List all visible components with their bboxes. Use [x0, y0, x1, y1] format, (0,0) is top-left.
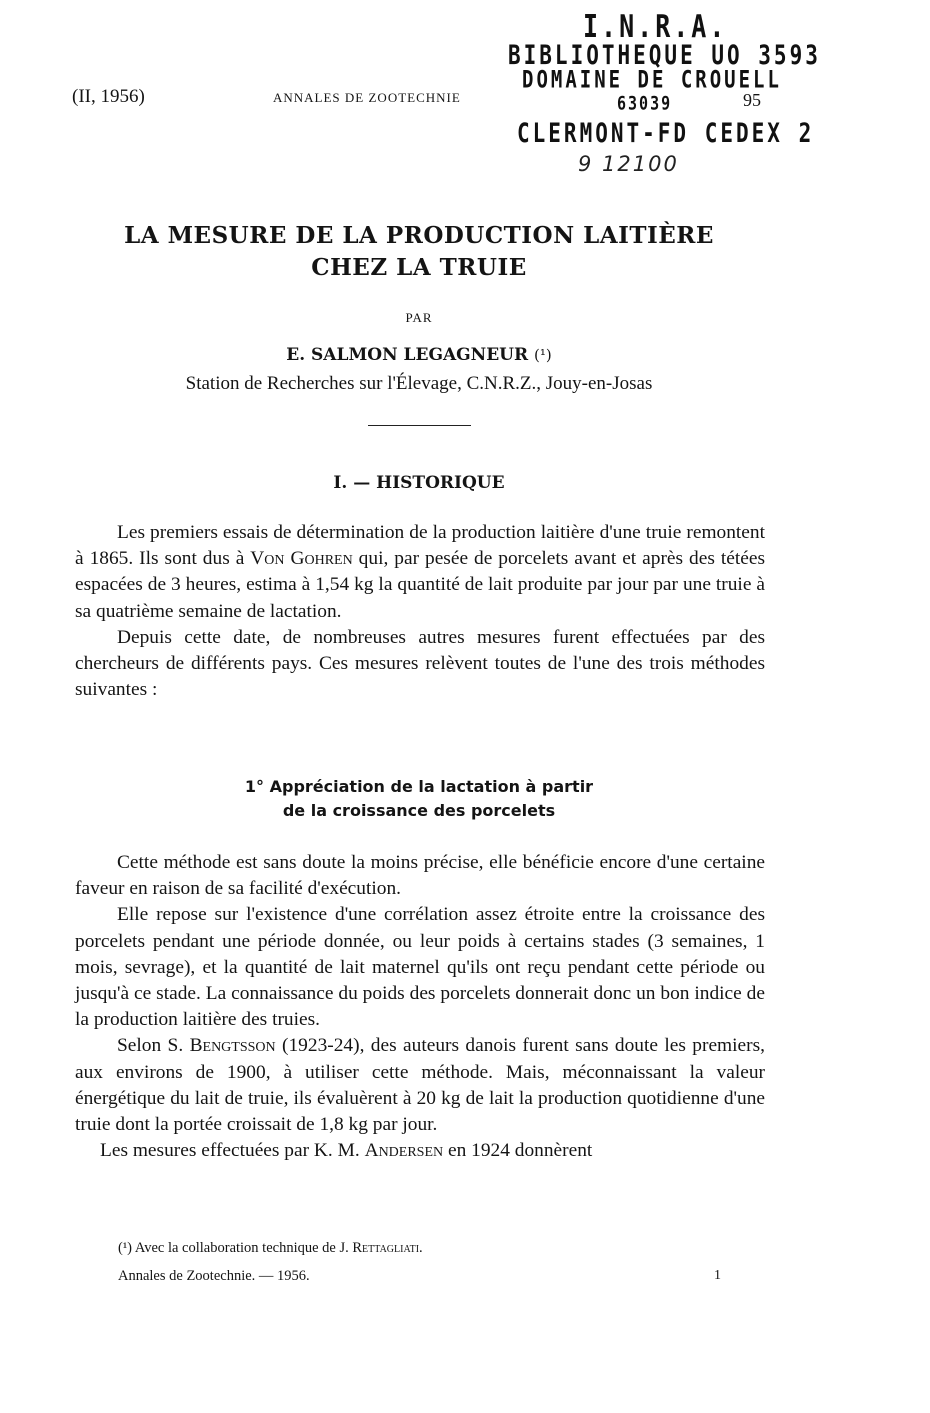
footer-journal: Annales de Zootechnie. — 1956. [118, 1268, 310, 1284]
stamp-postal-code: 63039 [617, 92, 673, 115]
author-reference: Andersen [364, 1140, 444, 1162]
header-volume: (II, 1956) [72, 86, 145, 107]
author-name: E. SALMON LEGAGNEUR [286, 345, 529, 365]
footnote: (¹) Avec la collaboration technique de J. Rettagliati. [118, 1240, 423, 1256]
paragraph: Les mesures effectuées par K. M. Andersen en 1924 donnèrent [100, 1140, 593, 1162]
author-reference: Von Gohren [250, 548, 353, 570]
header-journal: ANNALES DE ZOOTECHNIE [273, 90, 461, 105]
signature-mark: 1 [714, 1268, 721, 1283]
title-divider [368, 425, 471, 426]
subsection-heading-line-2: de la croissance des porcelets [282, 801, 556, 820]
affiliation: Station de Recherches sur l'Élevage, C.N.R.Z., Jouy-en-Josas [185, 373, 653, 394]
paragraph: Cette méthode est sans doute la moins précise, elle bénéficie encore d'une certaine faveur en raison de sa facilité d'exécution. [75, 852, 765, 900]
paragraph: Depuis cette date, de nombreuses autres mesures furent effectuées par des chercheurs de différents pays. Ces mesures relèvent toutes de l'une des trois méthodes suivantes : [75, 626, 765, 701]
title-line-2: CHEZ LA TRUIE [311, 254, 527, 281]
byline-author-line [0, 345, 838, 365]
byline-par: PAR [405, 310, 433, 325]
author-reference: Bengtsson [189, 1035, 276, 1057]
stamp-clermont: CLERMONT-FD CEDEX 2 [517, 118, 815, 148]
page-number: 95 [743, 90, 761, 110]
subsection-heading [0, 775, 838, 823]
stamp-domaine: DOMAINE DE CROUELL [522, 66, 782, 94]
stamp-inra: I.N.R.A. [583, 8, 728, 45]
author-reference: Rettagliati [352, 1240, 420, 1256]
author-footnote-marker: (¹) [534, 346, 552, 364]
paragraph: Elle repose sur l'existence d'une corrélation assez étroite entre la croissance des porcelets pendant une période donnée, ou leur poids à certains stades (3 semaines, 1 mois, sevrage), et la quantité de lait maternel qu'ils ont reçu pendant cette période ou jusqu'à ce stade. La connaissance du poids des porcelets donnerait donc un bon indice de la production laitière des truies. [75, 904, 765, 1031]
subsection-heading-line-1: 1° Appréciation de la lactation à partir [244, 777, 594, 796]
section-heading: I. — HISTORIQUE [333, 473, 505, 493]
stamp-handwritten-number: 9 12100 [578, 152, 679, 176]
title-line-1: LA MESURE DE LA PRODUCTION LAITIÈRE [124, 222, 714, 249]
section1-body [75, 520, 765, 703]
subsection1-body [75, 850, 765, 1164]
stamp-bibliotheque: BIBLIOTHEQUE UO 3593 [508, 40, 821, 70]
paragraph: Selon S. Bengtsson (1923-24), des auteurs danois furent sans doute les premiers, aux environs de 1900, à utiliser cette méthode. Mais, méconnaissant la valeur énergétique du lait de truie, ils évaluèrent à 20 kg de lait la production quotidienne d'une truie dont la portée croissait de 1,8 kg par jour. [75, 1035, 765, 1136]
paragraph: Les premiers essais de détermination de la production laitière d'une truie remontent à 1865. Ils sont dus à Von Gohren qui, par pesée de porcelets avant et après des tétées espacées de 3 heures, estima à 1,54 kg la quantité de lait produite par jour par une truie à sa quatrième semaine de lactation. [75, 522, 765, 622]
